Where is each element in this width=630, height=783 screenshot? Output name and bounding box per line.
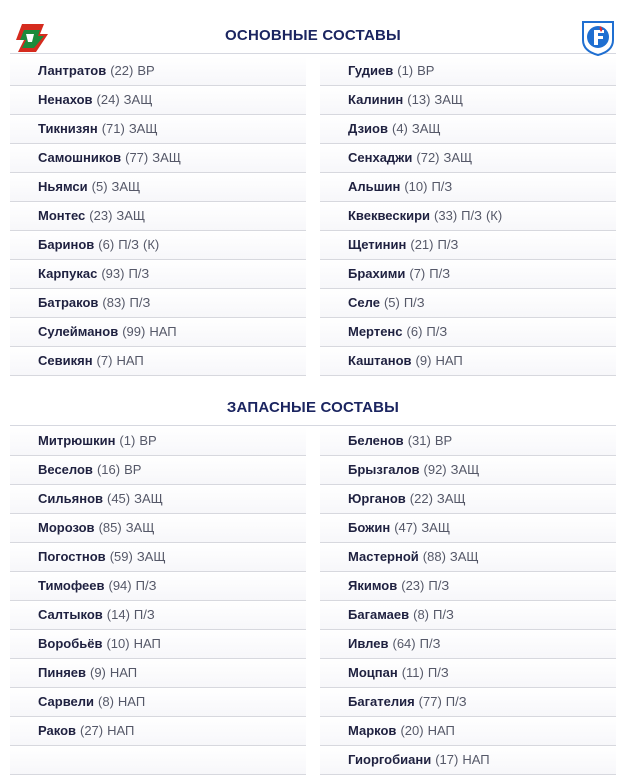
player-position: П/З [431,179,453,194]
player-name: Ивлев [348,636,389,651]
player-number: (88) [422,549,446,564]
player-row [10,318,306,347]
player-name: Альшин [348,179,401,194]
player-name: Веселов [38,462,93,477]
player-position: ЗАЩ [128,121,158,136]
player-name: Карпукас [38,266,98,281]
player-row [320,485,616,514]
player-row [10,86,306,115]
player-position: ВР [434,433,453,448]
player-number: (94) [108,578,132,593]
player-name: Божин [348,520,391,535]
player-number: (20) [400,723,424,738]
player-name: Дзиов [348,121,388,136]
player-position: П/З [433,607,454,622]
player-row [10,57,306,86]
player-name: Тимофеев [38,578,105,593]
player-number: (4) [391,121,408,136]
player-position: ЗАЩ [136,549,166,564]
player-position: НАП [107,723,135,738]
player-row [320,572,616,601]
player-number: (85) [98,520,122,535]
player-number: (7) [96,353,113,368]
player-row [10,456,306,485]
player-position: П/З [128,266,150,281]
player-name: Монтес [38,208,86,223]
player-name: Каштанов [348,353,412,368]
player-number: (17) [435,752,459,767]
player-row [10,115,306,144]
player-number: (5) [91,179,108,194]
player-row [320,260,616,289]
player-row [320,318,616,347]
player-row [10,572,306,601]
player-position: П/З [403,295,425,310]
player-position: ЗАЩ [152,150,181,165]
player-name: Мастерной [348,549,419,564]
player-name: Морозов [38,520,95,535]
player-name: Марков [348,723,397,738]
player-name: Сарвели [38,694,95,709]
player-name: Воробьёв [38,636,103,651]
player-name: Моцпан [348,665,398,680]
player-row [320,144,616,173]
player-position: П/З [427,665,449,680]
player-row [10,260,306,289]
player-name: Ненахов [38,92,93,107]
player-position: ЗАЩ [111,179,141,194]
player-name: Лантратов [38,63,107,78]
player-name: Тикнизян [38,121,98,136]
fakel-logo-icon [580,18,616,56]
player-number: (33) [434,208,458,223]
player-position: ЗАЩ [436,491,466,506]
player-name: Мертенс [348,324,403,339]
player-position: НАП [435,353,463,368]
player-number: (72) [416,150,440,165]
player-name: Самошников [38,150,122,165]
player-row [10,347,306,376]
player-row [320,86,616,115]
player-name: Юрганов [348,491,406,506]
player-number: (9) [90,665,106,680]
player-name: Щетинин [348,237,407,252]
player-number: (1) [119,433,136,448]
player-row [320,746,616,775]
player-position: П/З [428,578,450,593]
player-number: (6) [406,324,423,339]
player-row [320,115,616,144]
player-position: ЗАЩ [443,150,473,165]
player-row [320,659,616,688]
player-position: П/З [461,208,482,223]
lokomotiv-logo-icon [14,18,52,56]
player-name: Беленов [348,433,404,448]
player-row [320,57,616,86]
player-position: ЗАЩ [434,92,464,107]
player-number: (5) [383,295,400,310]
away-subs-list [320,427,616,775]
player-row [10,202,306,231]
player-row [10,173,306,202]
section-title-subs: ЗАПАСНЫЕ СОСТАВЫ [226,399,400,416]
player-name: Багателия [348,694,415,709]
player-row [320,514,616,543]
home-starting-list [10,57,306,376]
player-name: Сулейманов [38,324,119,339]
player-number: (16) [96,462,121,477]
player-number: (8) [413,607,430,622]
player-position: П/З [135,578,157,593]
player-number: (7) [409,266,426,281]
player-number: (23) [401,578,425,593]
player-number: (9) [415,353,432,368]
player-row [10,630,306,659]
player-name: Ньямси [38,179,88,194]
player-number: (14) [106,607,130,622]
player-position: ВР [139,433,157,448]
player-number: (11) [401,665,424,680]
player-number: (10) [106,636,130,651]
player-number: (59) [109,549,133,564]
player-row [10,485,306,514]
substitutes-header [10,390,616,426]
player-row [320,630,616,659]
player-row [10,717,306,746]
player-number: (99) [122,324,146,339]
player-position: ЗАЩ [134,491,163,506]
player-row [320,688,616,717]
player-row [10,427,306,456]
player-number: (27) [80,723,104,738]
player-position: НАП [427,723,455,738]
player-name: Брахими [348,266,406,281]
player-row [10,688,306,717]
player-number: (1) [397,63,414,78]
player-position: ЗАЩ [449,549,479,564]
player-name: Батраков [38,295,99,310]
player-name: Багамаев [348,607,410,622]
player-number: (83) [102,295,126,310]
player-position: ЗАЩ [411,121,441,136]
player-name: Сильянов [38,491,103,506]
player-name: Якимов [348,578,398,593]
player-number: (21) [410,237,434,252]
player-number: (93) [101,266,125,281]
player-position: ВР [417,63,435,78]
player-name: Гудиев [348,63,394,78]
player-name: Раков [38,723,76,738]
player-number: (22) [409,491,433,506]
player-row [320,347,616,376]
divider [10,53,616,54]
home-subs-list [10,427,306,775]
player-row [10,231,306,260]
player-position: П/З [129,295,151,310]
player-number: (45) [107,491,131,506]
player-position: П/З [133,607,155,622]
player-position: НАП [116,353,144,368]
player-number: (13) [407,92,431,107]
player-name: Селе [348,295,380,310]
player-number: (31) [407,433,431,448]
player-position: ЗАЩ [116,208,146,223]
player-row [320,231,616,260]
player-number: (71) [101,121,125,136]
divider [10,425,616,426]
section-title-starting: ОСНОВНЫЕ СОСТАВЫ [225,27,401,44]
player-position: ЗАЩ [421,520,451,535]
player-name: Брызгалов [348,462,420,477]
player-number: (6) [98,237,115,252]
player-name: Погостнов [38,549,106,564]
player-position: П/З [429,266,451,281]
starting-lineups-header [10,18,616,54]
player-name: Пиняев [38,665,86,680]
player-name: Митрюшкин [38,433,116,448]
player-position: НАП [462,752,490,767]
player-name: Сенхаджи [348,150,413,165]
player-row [320,202,616,231]
player-name: Квеквескири [348,208,431,223]
player-row [320,456,616,485]
player-number: (10) [404,179,428,194]
player-number: (77) [125,150,149,165]
player-number: (92) [423,462,447,477]
captain-badge: (К) [485,208,503,223]
player-position: ВР [124,462,142,477]
player-position: НАП [149,324,177,339]
player-number: (77) [418,694,442,709]
player-position: НАП [133,636,161,651]
player-number: (23) [89,208,113,223]
player-number: (64) [392,636,416,651]
empty-row [10,746,306,775]
player-position: НАП [117,694,146,709]
player-row [320,173,616,202]
player-row [320,717,616,746]
player-position: П/З [118,237,139,252]
player-position: ЗАЩ [123,92,153,107]
player-position: П/З [437,237,459,252]
player-name: Калинин [348,92,404,107]
player-row [10,289,306,318]
player-number: (24) [96,92,120,107]
player-row [320,289,616,318]
player-name: Салтыков [38,607,103,622]
player-row [320,543,616,572]
player-row [10,543,306,572]
player-position: ЗАЩ [450,462,480,477]
player-number: (47) [394,520,418,535]
player-position: П/З [419,636,441,651]
player-position: ЗАЩ [125,520,155,535]
player-number: (22) [110,63,134,78]
player-number: (8) [98,694,114,709]
player-row [10,514,306,543]
player-name: Севикян [38,353,93,368]
player-position: П/З [426,324,448,339]
player-row [320,601,616,630]
away-starting-list [320,57,616,376]
captain-badge: (К) [143,237,160,252]
player-name: Баринов [38,237,95,252]
player-row [10,659,306,688]
player-position: П/З [445,694,467,709]
player-position: НАП [109,665,138,680]
player-name: Гиоргобиани [348,752,432,767]
player-position: ВР [137,63,155,78]
player-row [10,144,306,173]
player-row [320,427,616,456]
player-row [10,601,306,630]
